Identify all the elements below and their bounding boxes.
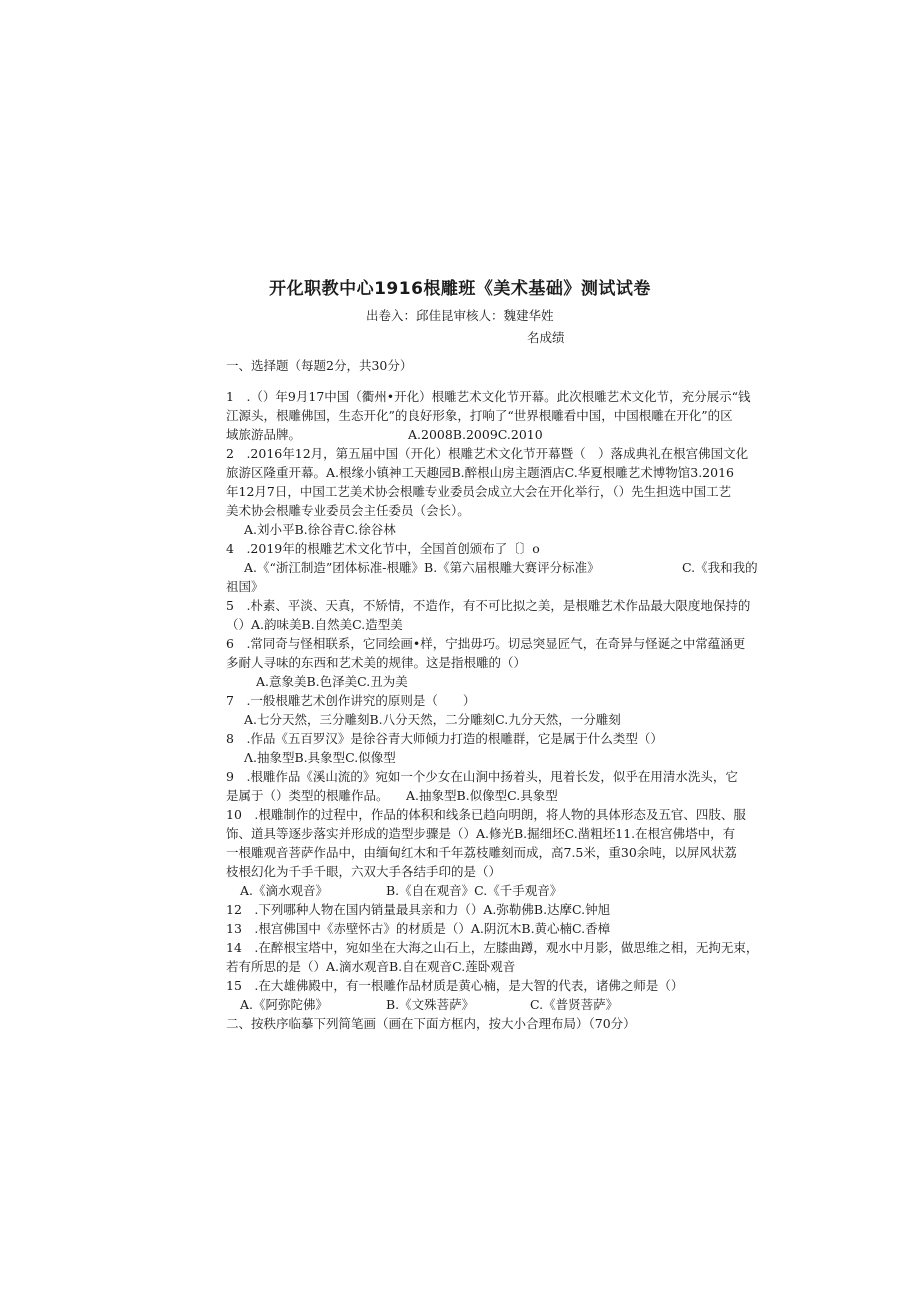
answer-options: A.意象美B.色泽美C.丑为美 xyxy=(256,674,408,689)
question-line: 13 .根宫佛国中《赤壁怀古》的材质是（）A.阴沉木B.黄心楠C.香樟 xyxy=(226,921,611,936)
answer-options: A.2008B.2009C.2010 xyxy=(408,427,543,442)
question-line: 一根雕观音菩萨作品中，由缅甸红木和千年荔枝雕刻而成，高7.5米，重30余吨，以屏风状荔 xyxy=(226,845,737,860)
question-line: 14 .在醉根宝塔中，宛如坐在大海之山石上，左膝曲蹲，观水中月影，做思维之相，无拘无束， xyxy=(226,940,759,955)
answer-options: A.抽象型B.似像型C.具象型 xyxy=(406,788,558,803)
answer-option-b: B.《文殊菩萨》 xyxy=(386,997,475,1012)
question-line xyxy=(226,786,786,805)
question-text: 域旅游品牌。 xyxy=(226,427,302,442)
answer-options-row xyxy=(226,881,786,900)
question-line: 7 .一般根雕艺术创作讲究的原则是（ ） xyxy=(226,693,476,708)
question-line: 8 .作品《五百罗汉》是徐谷青大师倾力打造的根雕群，它是属于什么类型（） xyxy=(226,731,663,746)
question-line: 年12月7日，中国工艺美术协会根雕专业委员会成立大会在开化举行，（）先生担选中国工艺 xyxy=(226,484,732,499)
question-line: 1 .（）年9月17中国（衢州•开化）根雕艺术文化节开幕。此次根雕艺术文化节，充分展示“钱 xyxy=(226,389,751,404)
question-line: 15 .在大雄佛殿中，有一根雕作品材质是黄心楠，是大智的代表，诸佛之师是（） xyxy=(226,978,684,993)
examiner-line: 出卷入：邱佳昆审核人：魏建华姓 xyxy=(366,308,554,323)
answer-options: A.《“浙江制造”团体标准-根雕》B.《第六届根雕大赛评分标准》 xyxy=(244,560,600,575)
question-line: 4 .2019年的根雕艺术文化节中，全国首创颁布了〔〕o xyxy=(226,541,540,556)
section-heading-choice: 一、选择题（每题2分，共30分） xyxy=(226,358,413,373)
answer-option-a: A.《阿弥陀佛》 xyxy=(240,997,329,1012)
question-line: 2 .2016年12月，第五届中国（开化）根雕艺术文化节开幕暨（ ）落成典礼在根宫佛国文化 xyxy=(226,446,749,461)
question-line: 6 .常同奇与怪相联系，它同绘画•样，宁拙毋巧。切忌突显匠气，在奇异与怪诞之中常蕴涵更 xyxy=(226,636,746,651)
answer-options-row xyxy=(226,995,786,1014)
answer-options: B.《自在观音》C.《千手观音》 xyxy=(386,883,563,898)
question-line: 饰、道具等逐步落实并形成的造型步骤是（）A.修光B.掘细坯C.凿粗坯11.在根宫佛塔中，有 xyxy=(226,826,736,841)
question-line: 若有所思的是（）A.滴水观音B.自在观音C.莲卧观音 xyxy=(226,959,516,974)
question-line: 江源头，根雕佛国，生态开化”的良好形象，打响了“世界根雕看中国，中国根雕在开化”的区 xyxy=(226,408,733,423)
question-line xyxy=(226,425,786,444)
question-line: 旅游区隆重开幕。A.根缘小镇神工天趣园B.醉根山房主题酒店C.华夏根雕艺术博物馆3.2016 xyxy=(226,465,734,480)
answer-options: 祖国》 xyxy=(226,579,264,594)
question-line: 枝根幻化为千手千眼，六双大手各结手印的是（） xyxy=(226,864,502,879)
answer-options: Λ.抽象型B.具象型C.似像型 xyxy=(244,750,396,765)
question-line: 12 .下列哪种人物在国内销量最具亲和力（）A.弥勒佛B.达摩C.钟旭 xyxy=(226,902,611,917)
answer-option-c: C.《我和我的 xyxy=(682,560,758,575)
question-line: （）A.韵味美B.自然美C.造型美 xyxy=(226,617,403,632)
question-line: 多耐人寻味的东西和艺术美的规律。这是指根雕的（） xyxy=(226,655,527,670)
answer-option-a: A.《滴水观音》 xyxy=(240,883,329,898)
answer-options: A.七分天然，三分雕刻B.八分天然，二分雕刻C.九分天然，一分雕刻 xyxy=(244,712,621,727)
name-score-line: 名成绩 xyxy=(527,330,565,345)
question-line: 10 .根雕制作的过程中，作品的体积和线条已趋向明朗，将人物的具体形态及五官、四肢、服 xyxy=(226,807,746,822)
question-line: 美术协会根雕专业委员会主任委员（会长）。 xyxy=(226,503,470,518)
exam-title: 开化职教中心1916根雕班《美术基础》测试试卷 xyxy=(269,279,651,299)
answer-options-row xyxy=(226,558,786,577)
answer-option-c: C.《普贤菩萨》 xyxy=(530,997,619,1012)
answer-options: A.刘小平B.徐谷青C.徐谷林 xyxy=(244,522,396,537)
question-text: 是属于（）类型的根雕作品。 xyxy=(226,788,389,803)
section-heading-drawing: 二、按秩序临摹下列简笔画（画在下面方框内，按大小合理布局）（70分） xyxy=(226,1016,636,1031)
exam-body xyxy=(226,356,786,1033)
question-line: 5 .朴素、平淡、天真，不矫情，不造作，有不可比拟之美，是根雕艺术作品最大限度地保持的 xyxy=(226,598,751,613)
question-line: 9 .根雕作品《溪山流的》宛如一个少女在山涧中扬着头，甩着长发，似乎在用清水洗头，它 xyxy=(226,769,738,784)
